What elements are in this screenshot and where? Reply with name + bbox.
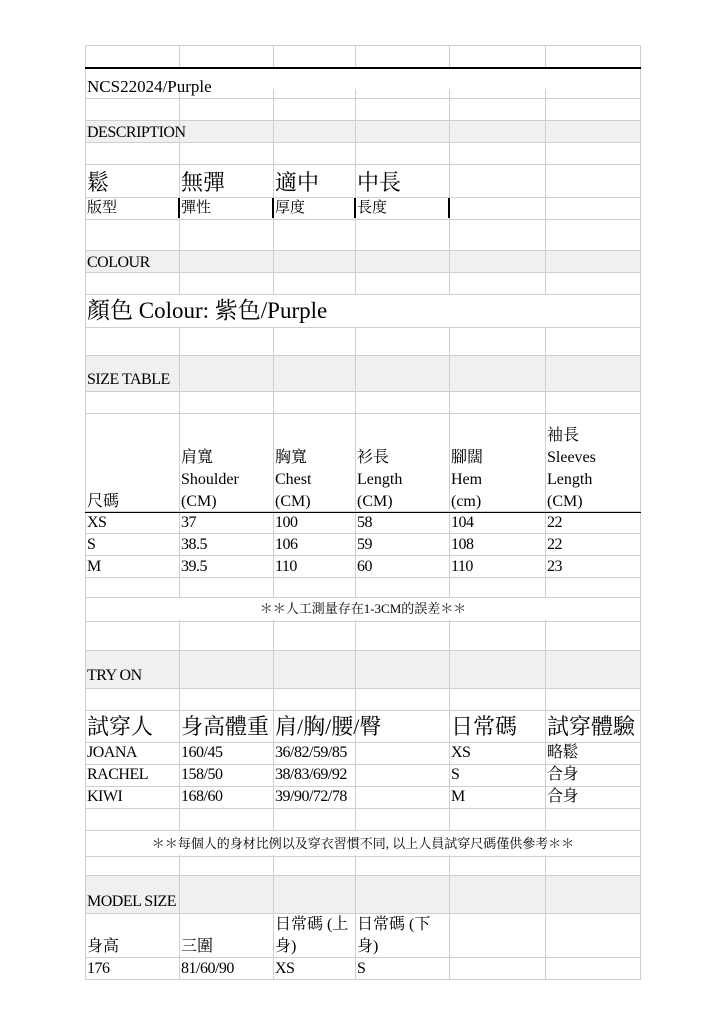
attr-label-fit: 版型 [87,200,118,216]
model-value-top-size: XS [275,960,295,977]
try-on-note: ＊＊每個人的身材比例以及穿衣習慣不同, 以上人員試穿尺碼僅供參考＊＊ [151,836,575,851]
try-on-row-joana-size: XS [451,744,471,761]
try-on-row-joana-measure: 36/82/59/85 [275,744,347,761]
model-value-measurements: 81/60/90 [181,960,234,977]
try-on-header-usual-size: 日常碼 [451,714,518,739]
size-row-xs-length: 58 [357,514,372,531]
try-on-row-rachel-name: RACHEL [87,766,148,783]
colour-heading: COLOUR [87,254,150,271]
size-row-xs-sleeves: 22 [547,514,562,531]
try-on-row-joana-name: JOANA [87,744,137,761]
size-row-s-chest: 106 [275,536,298,553]
attr-label-length: 長度 [357,200,388,216]
size-row-m-chest: 110 [275,558,297,575]
model-header-height: 身高 [87,938,120,955]
try-on-header-measurements: 肩/胸/腰/臀 [275,714,382,739]
try-on-row-rachel-experience: 合身 [547,766,579,783]
size-row-s-length: 59 [357,536,372,553]
size-row-xs-shoulder: 37 [181,514,196,531]
try-on-header-experience: 試穿體驗 [547,714,636,739]
size-row-s-size: S [87,536,96,553]
try-on-row-kiwi-name: KIWI [87,788,123,805]
model-header-top-size: 日常碼 (上 身) [275,916,349,955]
attr-value-length: 中長 [357,170,402,195]
try-on-row-rachel-size: S [451,766,460,783]
size-row-m-hem: 110 [451,558,473,575]
size-header-hem: 腳闊 Hem (cm) [451,449,484,510]
try-on-row-kiwi-measure: 39/90/72/78 [275,788,347,805]
try-on-header-name: 試穿人 [87,714,154,739]
size-header-shoulder: 肩寬 Shoulder (CM) [181,449,239,510]
size-row-m-length: 60 [357,558,372,575]
try-on-row-rachel-measure: 38/83/69/92 [275,766,347,783]
size-row-xs-size: XS [87,514,107,531]
description-heading: DESCRIPTION [87,124,186,141]
size-row-m-size: M [87,558,101,575]
size-header-chest: 胸寬 Chest (CM) [275,449,312,510]
spec-sheet [85,45,641,980]
try-on-band [85,650,641,688]
try-on-row-joana-experience: 略鬆 [547,744,579,761]
try-on-row-joana-hw: 160/45 [181,744,223,761]
size-header-size: 尺碼 [87,493,120,510]
size-row-xs-chest: 100 [275,514,298,531]
try-on-row-kiwi-size: M [451,788,465,805]
try-on-header-height-weight: 身高體重 [181,714,270,739]
colour-value: 顏色 Colour: 紫色/Purple [87,298,328,323]
try-on-row-rachel-hw: 158/50 [181,766,223,783]
size-table-heading: SIZE TABLE [87,371,170,388]
attr-label-thickness: 厚度 [275,200,306,216]
size-row-s-shoulder: 38.5 [181,536,207,553]
try-on-row-kiwi-experience: 合身 [547,788,579,805]
attr-value-fit: 鬆 [87,170,110,195]
attr-value-thickness: 適中 [275,170,320,195]
model-size-heading: MODEL SIZE [87,893,177,910]
size-table-note: ＊＊人工測量存在1-3CM的誤差＊＊ [259,601,467,616]
size-row-xs-hem: 104 [451,514,474,531]
model-value-bottom-size: S [357,960,366,977]
size-row-m-sleeves: 23 [547,558,562,575]
model-header-measurements: 三圍 [181,938,214,955]
model-value-height: 176 [87,960,110,977]
try-on-heading: TRY ON [87,667,142,684]
size-header-length: 衫長 Length (CM) [357,449,403,510]
attr-value-stretch: 無彈 [181,170,226,195]
attr-label-stretch: 彈性 [181,200,212,216]
size-header-sleeves: 袖長 Sleeves Length (CM) [547,427,596,510]
try-on-row-kiwi-hw: 168/60 [181,788,223,805]
product-code: NCS22024/Purple [87,77,212,96]
size-row-s-sleeves: 22 [547,536,562,553]
size-row-m-shoulder: 39.5 [181,558,207,575]
size-row-s-hem: 108 [451,536,474,553]
colour-band [85,250,641,272]
model-header-bottom-size: 日常碼 (下 身) [357,916,431,955]
